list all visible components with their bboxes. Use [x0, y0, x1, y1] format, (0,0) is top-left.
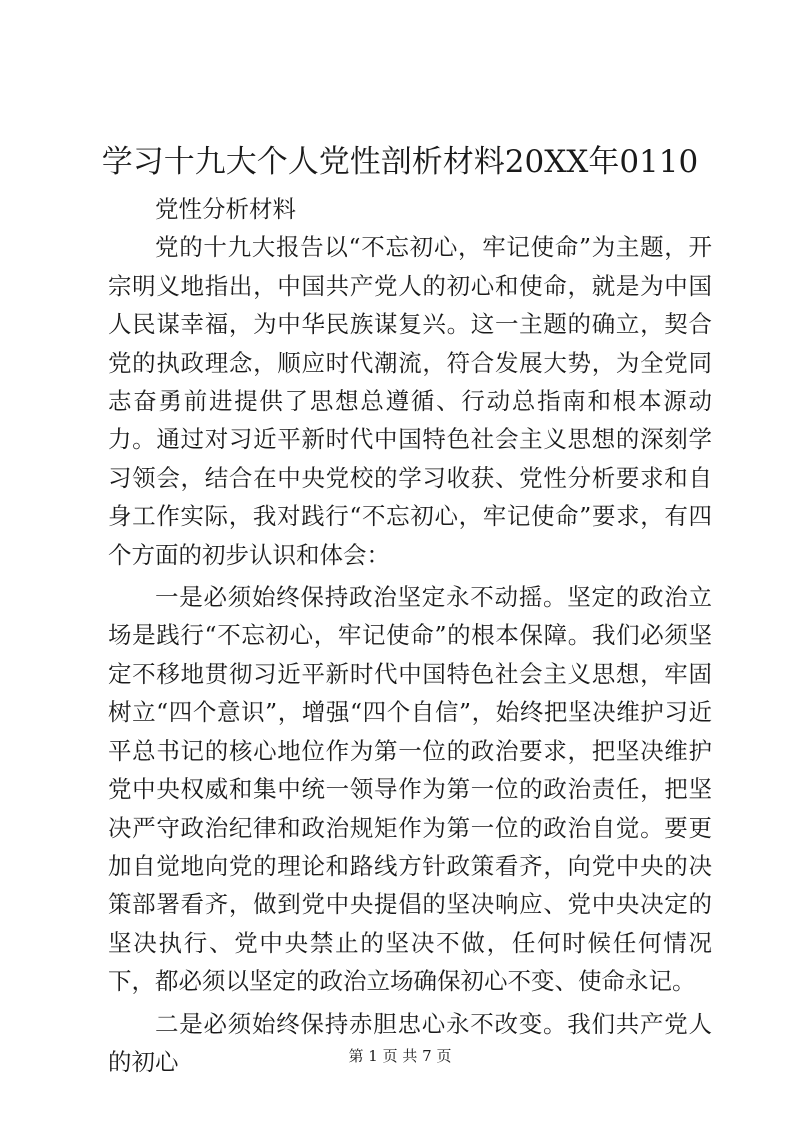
document-body [108, 190, 712, 1085]
paragraph-intro: 党的十九大报告以“不忘初心，牢记使命”为主题，开宗明义地指出，中国共产党人的初心和使命，就是为中国人民谋幸福，为中华民族谋复兴。这一主题的确立，契合党的执政理念，顺应时代潮流，符合发展大势，为全党同志奋勇前进提供了思想总遵循、行动总指南和根本源动力。通过对习近平新时代中国特色社会主义思想的深刻学习领会，结合在中央党校的学习收获、党性分析要求和自身工作实际，我对践行“不忘初心，牢记使命”要求，有四个方面的初步认识和体会： [108, 233, 712, 569]
page-number-footer: 第 1 页 共 7 页 [348, 1047, 452, 1065]
section-subtitle: 党性分析材料 [155, 195, 296, 223]
paragraph-point-one: 一是必须始终保持政治坚定永不动摇。坚定的政治立场是践行“不忘初心，牢记使命”的根本保障。我们必须坚定不移地贯彻习近平新时代中国特色社会主义思想，牢固树立“四个意识”，增强“四个自信”，始终把坚决维护习近平总书记的核心地位作为第一位的政治要求，把坚决维护党中央权威和集中统一领导作为第一位的政治责任，把坚决严守政治纪律和政治规矩作为第一位的政治自觉。要更加自觉地向党的理论和路线方针政策看齐，向党中央的决策部署看齐，做到党中央提倡的坚决响应、党中央决定的坚决执行、党中央禁止的坚决不做，任何时候任何情况下，都必须以坚定的政治立场确保初心不变、使命永记。 [108, 583, 712, 996]
paragraph-point-two: 二是必须始终保持赤胆忠心永不改变。我们共产党人的初心 [108, 1009, 712, 1076]
page-title: 学习十九大个人党性剖析材料20XX年0110 [101, 144, 699, 180]
